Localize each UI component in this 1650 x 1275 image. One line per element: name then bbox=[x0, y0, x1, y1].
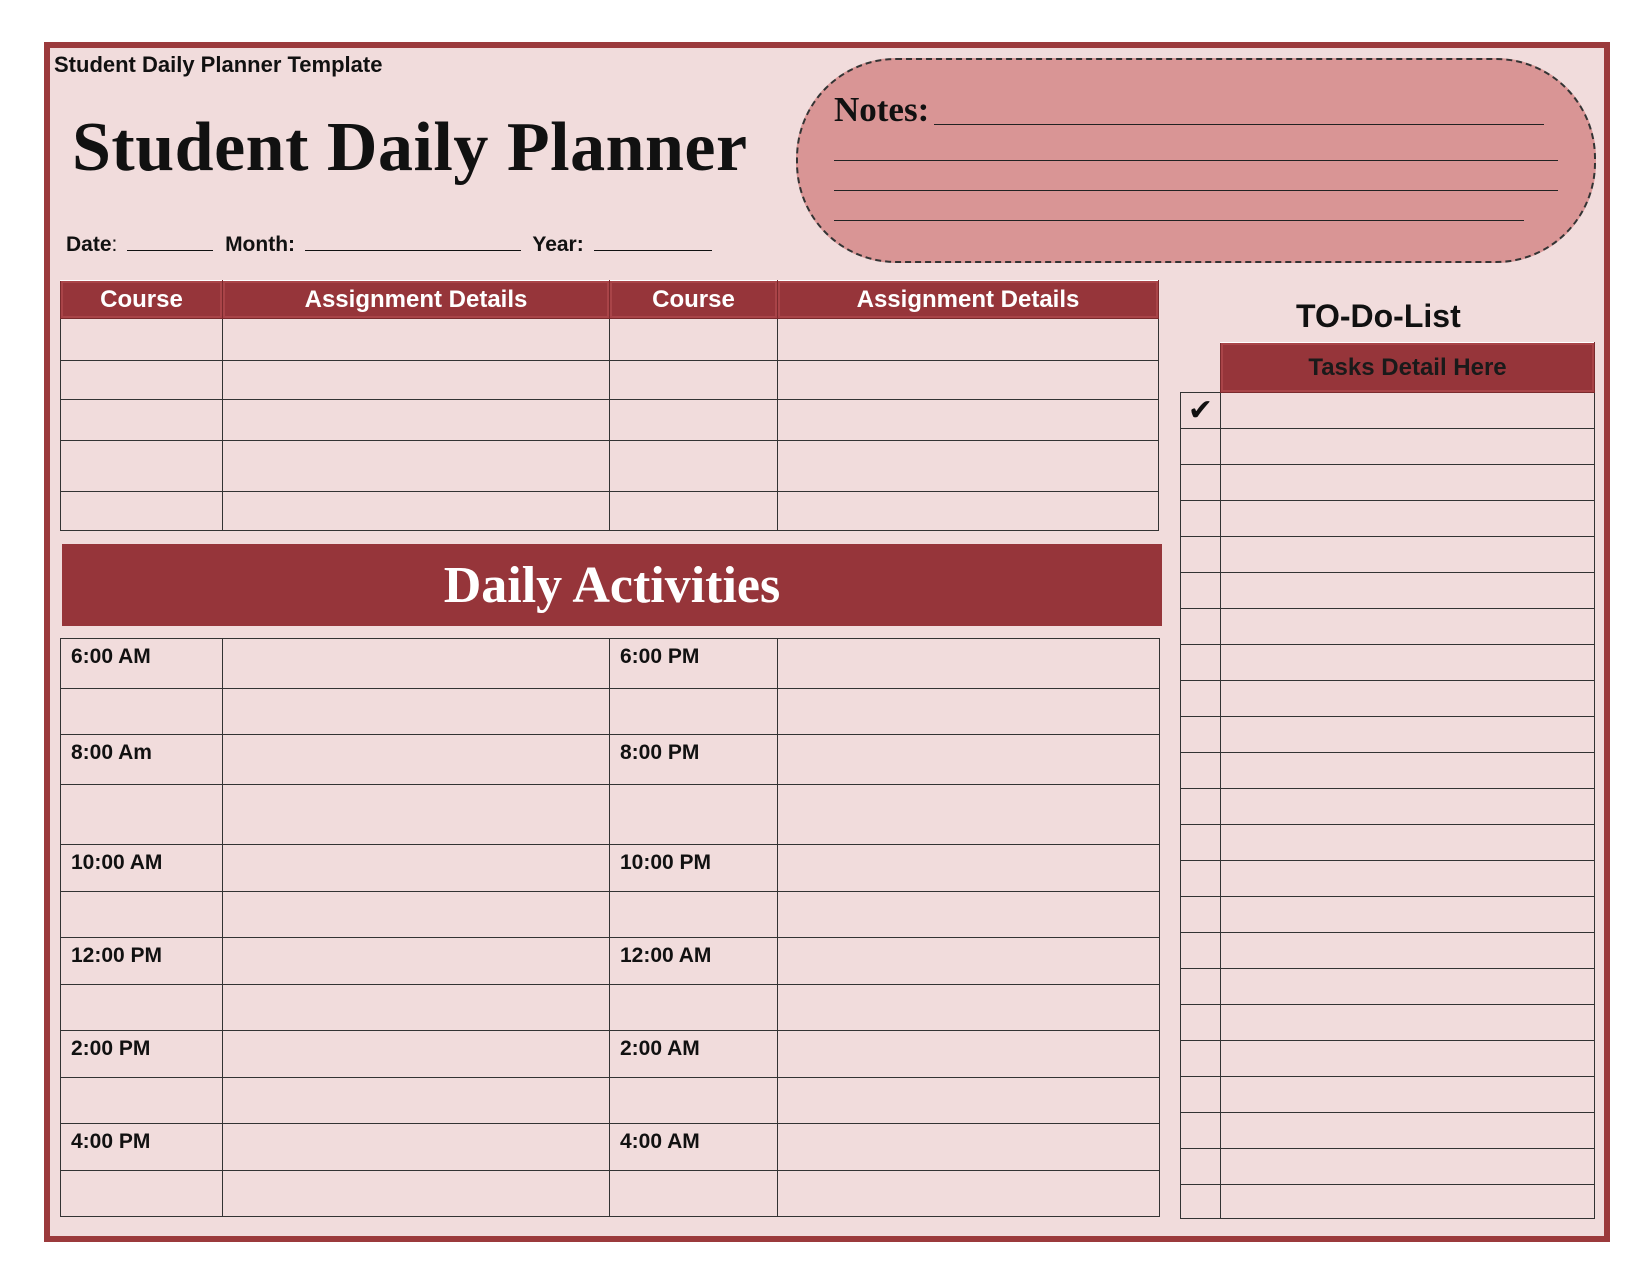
time-cell bbox=[610, 785, 778, 845]
date-blank[interactable] bbox=[127, 232, 213, 251]
assignment-cell[interactable] bbox=[223, 492, 610, 531]
todo-task-cell[interactable] bbox=[1221, 645, 1595, 681]
table-row bbox=[61, 845, 1160, 892]
list-item bbox=[1181, 609, 1595, 645]
date-label: Date bbox=[66, 233, 112, 256]
todo-checkbox[interactable] bbox=[1181, 1113, 1221, 1149]
todo-checkbox[interactable] bbox=[1181, 717, 1221, 753]
time-cell bbox=[61, 1171, 223, 1217]
time-cell bbox=[610, 1171, 778, 1217]
assignment-cell[interactable] bbox=[223, 400, 610, 441]
todo-table bbox=[1180, 342, 1595, 1219]
list-item bbox=[1181, 933, 1595, 969]
course-cell[interactable] bbox=[61, 361, 223, 400]
assignment-cell[interactable] bbox=[778, 441, 1159, 492]
time-cell bbox=[61, 892, 223, 938]
time-cell: 12:00 AM bbox=[610, 938, 778, 985]
list-item bbox=[1181, 465, 1595, 501]
year-blank[interactable] bbox=[594, 232, 712, 251]
todo-task-cell[interactable] bbox=[1221, 537, 1595, 573]
time-cell bbox=[610, 689, 778, 735]
todo-task-cell[interactable] bbox=[1221, 429, 1595, 465]
activity-cell[interactable] bbox=[778, 639, 1160, 689]
course-cell[interactable] bbox=[610, 441, 778, 492]
activity-cell[interactable] bbox=[778, 1031, 1160, 1078]
assignment-cell[interactable] bbox=[778, 361, 1159, 400]
list-item bbox=[1181, 1077, 1595, 1113]
time-cell: 6:00 PM bbox=[610, 639, 778, 689]
activity-cell[interactable] bbox=[223, 735, 610, 785]
activity-cell[interactable] bbox=[223, 785, 610, 845]
list-item bbox=[1181, 393, 1595, 429]
todo-checkbox[interactable] bbox=[1181, 753, 1221, 789]
todo-task-cell[interactable] bbox=[1221, 933, 1595, 969]
course-header: Course bbox=[61, 281, 223, 319]
time-cell: 6:00 AM bbox=[61, 639, 223, 689]
activity-cell[interactable] bbox=[778, 785, 1160, 845]
time-cell bbox=[610, 892, 778, 938]
todo-task-cell[interactable] bbox=[1221, 969, 1595, 1005]
todo-task-cell[interactable] bbox=[1221, 825, 1595, 861]
activity-cell[interactable] bbox=[778, 1078, 1160, 1124]
daily-activities-table bbox=[60, 638, 1160, 1217]
todo-task-cell[interactable] bbox=[1221, 753, 1595, 789]
assignment-table bbox=[60, 280, 1159, 531]
course-cell[interactable] bbox=[610, 400, 778, 441]
course-cell[interactable] bbox=[610, 319, 778, 361]
table-row bbox=[61, 400, 1159, 441]
time-cell: 10:00 AM bbox=[61, 845, 223, 892]
assignment-cell[interactable] bbox=[778, 492, 1159, 531]
todo-checkbox[interactable] bbox=[1181, 645, 1221, 681]
todo-checkbox[interactable] bbox=[1181, 501, 1221, 537]
todo-checkbox[interactable] bbox=[1181, 1185, 1221, 1219]
todo-task-cell[interactable] bbox=[1221, 465, 1595, 501]
time-cell bbox=[61, 985, 223, 1031]
todo-task-cell[interactable] bbox=[1221, 1113, 1595, 1149]
date-colon: : bbox=[111, 233, 118, 256]
assignment-cell[interactable] bbox=[778, 400, 1159, 441]
todo-task-cell[interactable] bbox=[1221, 1185, 1595, 1219]
time-cell: 8:00 Am bbox=[61, 735, 223, 785]
activity-cell[interactable] bbox=[223, 1078, 610, 1124]
todo-checkbox[interactable] bbox=[1181, 789, 1221, 825]
activity-cell[interactable] bbox=[778, 985, 1160, 1031]
activity-cell[interactable] bbox=[223, 689, 610, 735]
notes-line[interactable] bbox=[834, 220, 1524, 221]
activity-cell[interactable] bbox=[223, 1171, 610, 1217]
time-cell: 12:00 PM bbox=[61, 938, 223, 985]
assignment-details-header: Assignment Details bbox=[223, 281, 610, 319]
list-item bbox=[1181, 1149, 1595, 1185]
todo-task-cell[interactable] bbox=[1221, 1149, 1595, 1185]
assignment-cell[interactable] bbox=[223, 361, 610, 400]
todo-checkbox[interactable] bbox=[1181, 969, 1221, 1005]
todo-task-cell[interactable] bbox=[1221, 789, 1595, 825]
course-cell[interactable] bbox=[61, 441, 223, 492]
todo-task-cell[interactable] bbox=[1221, 1077, 1595, 1113]
todo-task-cell[interactable] bbox=[1221, 717, 1595, 753]
table-row bbox=[61, 1124, 1160, 1171]
todo-checkbox[interactable] bbox=[1181, 861, 1221, 897]
page-title: Student Daily Planner bbox=[72, 109, 748, 186]
activity-cell[interactable] bbox=[223, 1124, 610, 1171]
activity-cell[interactable] bbox=[223, 938, 610, 985]
activity-cell[interactable] bbox=[778, 1124, 1160, 1171]
course-cell[interactable] bbox=[610, 492, 778, 531]
list-item bbox=[1181, 537, 1595, 573]
activity-cell[interactable] bbox=[778, 938, 1160, 985]
todo-checkbox[interactable] bbox=[1181, 609, 1221, 645]
todo-corner bbox=[1181, 343, 1221, 393]
table-row bbox=[61, 361, 1159, 400]
time-cell: 10:00 PM bbox=[610, 845, 778, 892]
table-row bbox=[61, 689, 1160, 735]
time-cell bbox=[61, 785, 223, 845]
table-row bbox=[61, 492, 1159, 531]
todo-task-cell[interactable] bbox=[1221, 609, 1595, 645]
todo-checkbox[interactable] bbox=[1181, 1005, 1221, 1041]
activity-cell[interactable] bbox=[778, 735, 1160, 785]
time-cell: 2:00 AM bbox=[610, 1031, 778, 1078]
list-item bbox=[1181, 717, 1595, 753]
list-item bbox=[1181, 969, 1595, 1005]
todo-checkbox[interactable] bbox=[1181, 429, 1221, 465]
todo-checkbox[interactable] bbox=[1181, 537, 1221, 573]
assignment-cell[interactable] bbox=[223, 441, 610, 492]
year-label: Year: bbox=[532, 233, 584, 256]
list-item bbox=[1181, 897, 1595, 933]
notes-line[interactable] bbox=[834, 160, 1558, 161]
activity-cell[interactable] bbox=[778, 1171, 1160, 1217]
activity-cell[interactable] bbox=[223, 1031, 610, 1078]
todo-task-cell[interactable] bbox=[1221, 1041, 1595, 1077]
list-item bbox=[1181, 573, 1595, 609]
course-cell[interactable] bbox=[61, 400, 223, 441]
notes-label: Notes: bbox=[834, 90, 930, 129]
list-item bbox=[1181, 861, 1595, 897]
table-row bbox=[61, 785, 1160, 845]
list-item bbox=[1181, 429, 1595, 465]
list-item bbox=[1181, 1185, 1595, 1219]
list-item bbox=[1181, 789, 1595, 825]
todo-checkbox[interactable] bbox=[1181, 393, 1221, 429]
time-cell: 8:00 PM bbox=[610, 735, 778, 785]
table-row bbox=[61, 1171, 1160, 1217]
activity-cell[interactable] bbox=[223, 892, 610, 938]
time-cell: 4:00 PM bbox=[61, 1124, 223, 1171]
todo-checkbox[interactable] bbox=[1181, 1077, 1221, 1113]
todo-checkbox[interactable] bbox=[1181, 681, 1221, 717]
activity-cell[interactable] bbox=[778, 689, 1160, 735]
todo-checkbox[interactable] bbox=[1181, 825, 1221, 861]
todo-task-cell[interactable] bbox=[1221, 501, 1595, 537]
month-blank[interactable] bbox=[305, 232, 521, 251]
notes-line[interactable] bbox=[834, 190, 1558, 191]
table-row bbox=[61, 639, 1160, 689]
daily-activities-banner: Daily Activities bbox=[62, 544, 1162, 626]
list-item bbox=[1181, 645, 1595, 681]
table-row bbox=[61, 892, 1160, 938]
todo-task-cell[interactable] bbox=[1221, 573, 1595, 609]
activity-cell[interactable] bbox=[223, 845, 610, 892]
todo-task-cell[interactable] bbox=[1221, 681, 1595, 717]
todo-checkbox[interactable] bbox=[1181, 1149, 1221, 1185]
todo-header: Tasks Detail Here bbox=[1221, 343, 1595, 393]
table-row bbox=[61, 319, 1159, 361]
todo-task-cell[interactable] bbox=[1221, 861, 1595, 897]
template-caption: Student Daily Planner Template bbox=[54, 52, 383, 77]
assignment-cell[interactable] bbox=[778, 319, 1159, 361]
activity-cell[interactable] bbox=[778, 845, 1160, 892]
course-header: Course bbox=[610, 281, 778, 319]
course-cell[interactable] bbox=[61, 319, 223, 361]
assignment-cell[interactable] bbox=[223, 319, 610, 361]
todo-task-cell[interactable] bbox=[1221, 1005, 1595, 1041]
time-cell bbox=[61, 1078, 223, 1124]
list-item bbox=[1181, 501, 1595, 537]
time-cell bbox=[610, 1078, 778, 1124]
table-row bbox=[61, 1078, 1160, 1124]
list-item bbox=[1181, 1113, 1595, 1149]
activity-cell[interactable] bbox=[223, 985, 610, 1031]
todo-title: TO-Do-List bbox=[1296, 298, 1461, 334]
todo-task-cell[interactable] bbox=[1221, 897, 1595, 933]
list-item bbox=[1181, 1005, 1595, 1041]
table-row bbox=[61, 938, 1160, 985]
list-item bbox=[1181, 753, 1595, 789]
todo-checkbox[interactable] bbox=[1181, 933, 1221, 969]
table-row bbox=[61, 441, 1159, 492]
table-row bbox=[61, 735, 1160, 785]
list-item bbox=[1181, 825, 1595, 861]
list-item bbox=[1181, 1041, 1595, 1077]
time-cell bbox=[61, 689, 223, 735]
activity-cell[interactable] bbox=[778, 892, 1160, 938]
course-cell[interactable] bbox=[610, 361, 778, 400]
date-line bbox=[66, 232, 718, 257]
notes-line[interactable] bbox=[934, 124, 1544, 125]
checkmark-icon: ✔ bbox=[1187, 393, 1214, 427]
time-cell bbox=[610, 985, 778, 1031]
todo-task-cell[interactable] bbox=[1221, 393, 1595, 429]
month-label: Month: bbox=[225, 233, 296, 256]
activity-cell[interactable] bbox=[223, 639, 610, 689]
todo-checkbox[interactable] bbox=[1181, 465, 1221, 501]
course-cell[interactable] bbox=[61, 492, 223, 531]
time-cell: 2:00 PM bbox=[61, 1031, 223, 1078]
time-cell: 4:00 AM bbox=[610, 1124, 778, 1171]
list-item bbox=[1181, 681, 1595, 717]
table-row bbox=[61, 985, 1160, 1031]
table-row bbox=[61, 1031, 1160, 1078]
todo-checkbox[interactable] bbox=[1181, 573, 1221, 609]
todo-checkbox[interactable] bbox=[1181, 897, 1221, 933]
todo-checkbox[interactable] bbox=[1181, 1041, 1221, 1077]
assignment-details-header: Assignment Details bbox=[778, 281, 1159, 319]
